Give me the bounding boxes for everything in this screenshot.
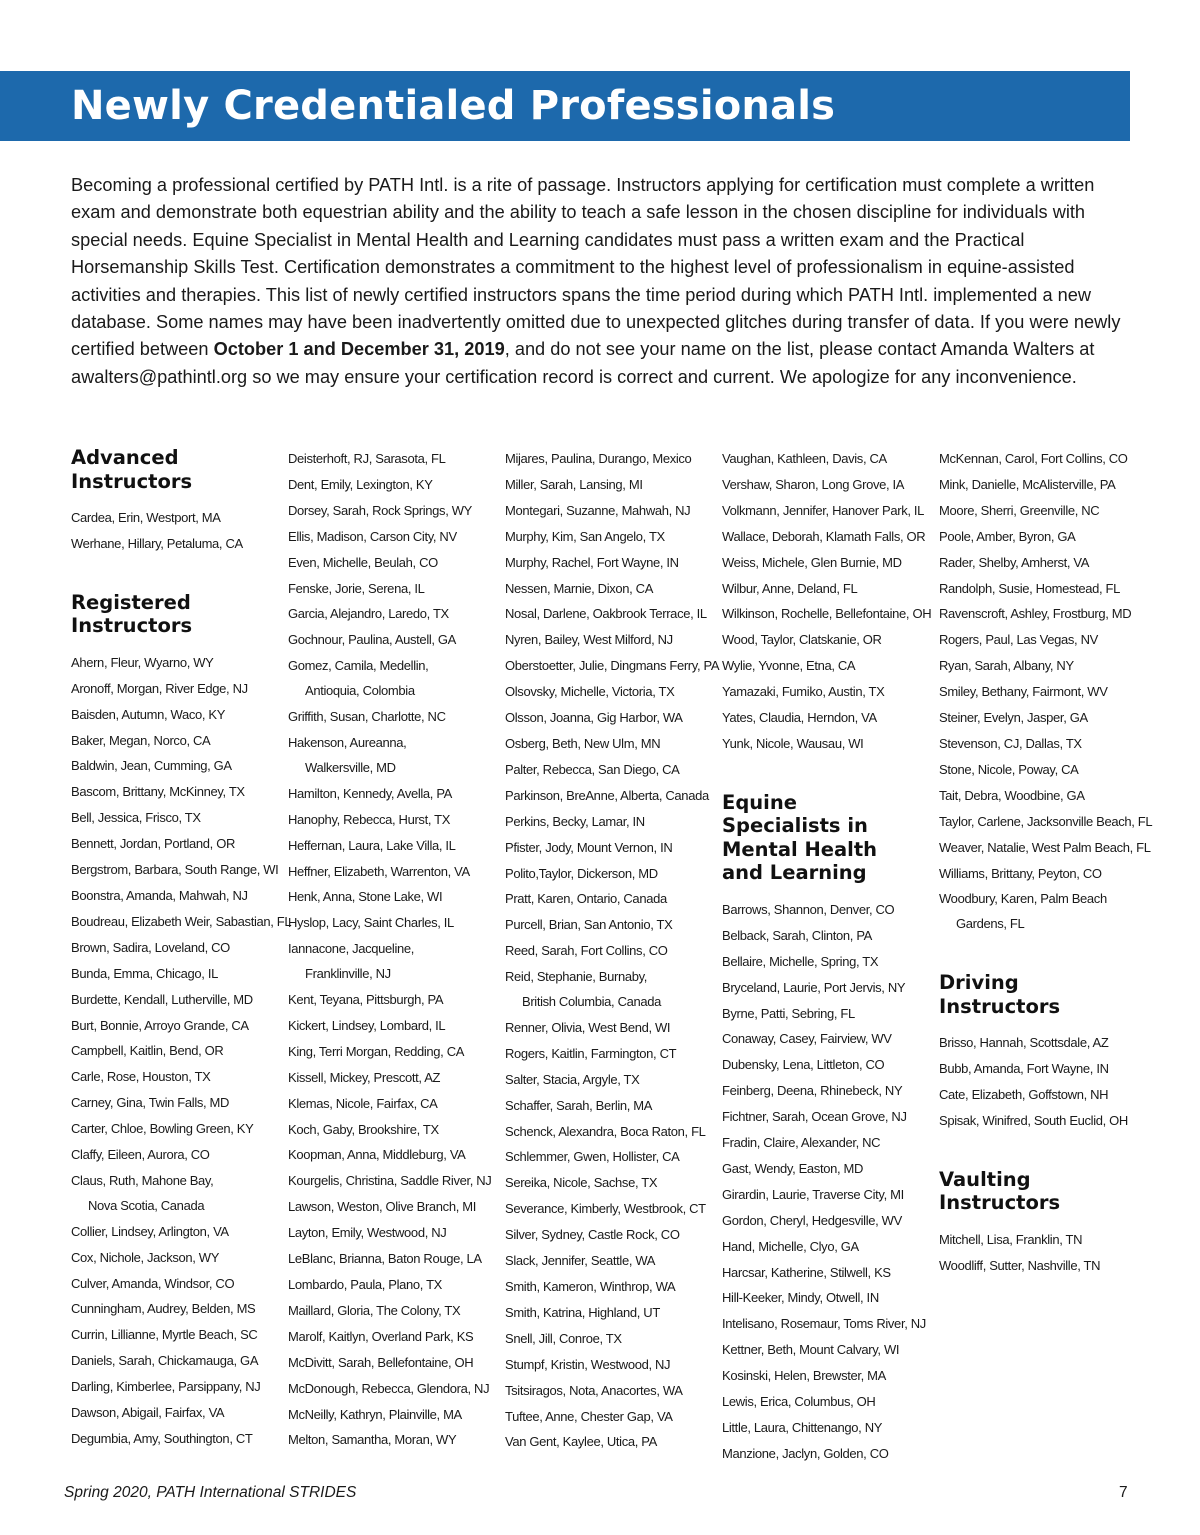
list-item: Nyren, Bailey, West Milford, NJ <box>505 632 673 648</box>
list-item: Brown, Sadira, Loveland, CO <box>71 939 230 955</box>
registered-instructors-list-2 <box>288 446 503 1453</box>
section-heading-advanced: Advanced Instructors <box>71 446 193 493</box>
entry-line-1: Woodbury, Karen, Palm Beach <box>939 891 1107 907</box>
column-5 <box>939 446 1153 1279</box>
list-item: Baker, Megan, Norco, CA <box>71 732 211 748</box>
list-item: Brisso, Hannah, Scottsdale, AZ <box>939 1035 1109 1051</box>
list-item: Rader, Shelby, Amherst, VA <box>939 554 1090 570</box>
list-item: Maillard, Gloria, The Colony, TX <box>288 1302 461 1318</box>
list-item: Hyslop, Lacy, Saint Charles, IL <box>288 915 454 931</box>
list-item: Werhane, Hillary, Petaluma, CA <box>71 535 243 551</box>
list-item: Deisterhoft, RJ, Sarasota, FL <box>288 451 446 466</box>
list-item: Burdette, Kendall, Lutherville, MD <box>71 991 253 1007</box>
list-item: Boonstra, Amanda, Mahwah, NJ <box>71 887 248 903</box>
list-item: Miller, Sarah, Lansing, MI <box>505 476 643 492</box>
list-item: McDonough, Rebecca, Glendora, NJ <box>288 1380 490 1396</box>
list-item: Hamilton, Kennedy, Avella, PA <box>288 785 453 801</box>
list-item: Bennett, Jordan, Portland, OR <box>71 836 236 852</box>
list-item: Gochnour, Paulina, Austell, GA <box>288 632 456 648</box>
list-item: Mijares, Paulina, Durango, Mexico <box>505 451 692 466</box>
list-item: Tuftee, Anne, Chester Gap, VA <box>505 1408 673 1424</box>
footer-publication: Spring 2020, PATH International STRIDES <box>64 1484 357 1501</box>
list-item: Bryceland, Laurie, Port Jervis, NY <box>722 979 906 995</box>
list-item: Koopman, Anna, Middleburg, VA <box>288 1147 466 1163</box>
list-item: Lawson, Weston, Olive Branch, MI <box>288 1199 476 1215</box>
list-item: Darling, Kimberlee, Parsippany, NJ <box>71 1379 261 1395</box>
entry-line-2: Antioquia, Colombia <box>305 683 415 699</box>
list-item: Melton, Samantha, Moran, WY <box>288 1432 457 1448</box>
list-item: Wilkinson, Rochelle, Bellefontaine, OH <box>722 606 932 622</box>
list-item: Gast, Wendy, Easton, MD <box>722 1160 864 1176</box>
registered-instructors-list-3 <box>505 446 720 1455</box>
intro-date-range: October 1 and December 31, 2019 <box>213 339 505 360</box>
list-item: Cardea, Erin, Westport, MA <box>71 510 221 525</box>
list-item: McDivitt, Sarah, Bellefontaine, OH <box>288 1354 474 1370</box>
list-item: Yates, Claudia, Herndon, VA <box>722 710 877 726</box>
list-item: Barrows, Shannon, Denver, CO <box>722 901 895 917</box>
list-item: Claffy, Eileen, Aurora, CO <box>71 1147 210 1163</box>
list-item: Kissell, Mickey, Prescott, AZ <box>288 1069 441 1085</box>
list-item: McKennan, Carol, Fort Collins, CO <box>939 451 1128 466</box>
list-item <box>71 1168 286 1219</box>
list-item: Oberstoetter, Julie, Dingmans Ferry, PA <box>505 658 720 674</box>
list-item: Purcell, Brian, San Antonio, TX <box>505 917 673 933</box>
list-item: Taylor, Carlene, Jacksonville Beach, FL <box>939 813 1153 829</box>
list-item: Murphy, Kim, San Angelo, TX <box>505 528 665 544</box>
list-item: Randolph, Susie, Homestead, FL <box>939 580 1120 596</box>
list-item: Stumpf, Kristin, Westwood, NJ <box>505 1356 671 1372</box>
list-item: Mink, Danielle, McAlisterville, PA <box>939 476 1116 492</box>
list-item: Pratt, Karen, Ontario, Canada <box>505 891 667 907</box>
list-item: Hanophy, Rebecca, Hurst, TX <box>288 811 451 827</box>
list-item: Volkmann, Jennifer, Hanover Park, IL <box>722 502 925 518</box>
list-item: Spisak, Winifred, South Euclid, OH <box>939 1112 1128 1128</box>
list-item: Dubensky, Lena, Littleton, CO <box>722 1057 885 1073</box>
list-item: Bellaire, Michelle, Spring, TX <box>722 953 879 969</box>
list-item: Schlemmer, Gwen, Hollister, CA <box>505 1149 680 1165</box>
list-item: Koch, Gaby, Brookshire, TX <box>288 1121 439 1137</box>
list-item: Layton, Emily, Westwood, NJ <box>288 1225 447 1241</box>
list-item: Feinberg, Deena, Rhinebeck, NY <box>722 1083 903 1099</box>
list-item: Bergstrom, Barbara, South Range, WI <box>71 862 279 878</box>
section-heading-registered: Registered Instructors <box>71 590 193 638</box>
list-item: Cox, Nichole, Jackson, WY <box>71 1249 220 1265</box>
list-item: Intelisano, Rosemaur, Toms River, NJ <box>722 1316 926 1332</box>
list-item: Currin, Lillianne, Myrtle Beach, SC <box>71 1327 258 1343</box>
section-heading-equine: Equine Specialists in Mental Health and Learning <box>722 790 878 885</box>
entry-line-1: Iannacone, Jacqueline, <box>288 941 415 957</box>
list-item: Stone, Nicole, Poway, CA <box>939 761 1079 777</box>
list-item: Collier, Lindsey, Arlington, VA <box>71 1223 229 1239</box>
list-item: Perkins, Becky, Lamar, IN <box>505 813 645 829</box>
entry-line-2: Gardens, FL <box>956 916 1025 932</box>
list-item: Smith, Katrina, Highland, UT <box>505 1304 660 1320</box>
list-item: Heffner, Elizabeth, Warrenton, VA <box>288 863 470 879</box>
list-item: Cate, Elizabeth, Goffstown, NH <box>939 1087 1109 1103</box>
list-item: Palter, Rebecca, San Diego, CA <box>505 761 680 777</box>
list-item: Hill-Keeker, Mindy, Otwell, IN <box>722 1290 879 1306</box>
list-item: Dorsey, Sarah, Rock Springs, WY <box>288 502 472 518</box>
list-item: Daniels, Sarah, Chickamauga, GA <box>71 1353 259 1369</box>
entry-line-1: Reid, Stephanie, Burnaby, <box>505 969 648 985</box>
list-item: Silver, Sydney, Castle Rock, CO <box>505 1227 680 1243</box>
section-heading-vaulting: Vaulting Instructors <box>939 1167 1061 1215</box>
list-item: Rogers, Paul, Las Vegas, NV <box>939 632 1098 648</box>
list-item: Sereika, Nicole, Sachse, TX <box>505 1175 658 1191</box>
column-2 <box>288 446 503 1453</box>
list-item: Kickert, Lindsey, Lombard, IL <box>288 1017 446 1033</box>
list-item <box>939 886 1139 937</box>
list-item: Nessen, Marnie, Dixon, CA <box>505 580 654 596</box>
list-item: Fenske, Jorie, Serena, IL <box>288 580 425 596</box>
page-title: Newly Credentialed Professionals <box>71 83 836 129</box>
list-item: Olsovsky, Michelle, Victoria, TX <box>505 684 675 700</box>
list-item: Vershaw, Sharon, Long Grove, IA <box>722 476 905 492</box>
list-item: Nosal, Darlene, Oakbrook Terrace, IL <box>505 606 707 622</box>
list-item: Tait, Debra, Woodbine, GA <box>939 787 1085 803</box>
list-item <box>288 936 503 987</box>
list-item: Byrne, Patti, Sebring, FL <box>722 1005 855 1021</box>
list-item: Little, Laura, Chittenango, NY <box>722 1420 883 1435</box>
list-item: Manzione, Jaclyn, Golden, CO <box>722 1445 889 1461</box>
list-item: Baldwin, Jean, Cumming, GA <box>71 758 232 774</box>
intro-paragraph <box>71 172 1131 391</box>
list-item: Salter, Stacia, Argyle, TX <box>505 1071 640 1087</box>
list-item: Harcsar, Katherine, Stilwell, KS <box>722 1264 891 1280</box>
list-item: Bubb, Amanda, Fort Wayne, IN <box>939 1061 1109 1077</box>
list-item: Aronoff, Morgan, River Edge, NJ <box>71 680 248 696</box>
list-item: Rogers, Kaitlin, Farmington, CT <box>505 1045 677 1061</box>
list-item: Kourgelis, Christina, Saddle River, NJ <box>288 1173 492 1189</box>
column-3 <box>505 446 720 1455</box>
list-item: Snell, Jill, Conroe, TX <box>505 1330 622 1346</box>
list-item: Wylie, Yvonne, Etna, CA <box>722 658 856 674</box>
list-item: Carle, Rose, Houston, TX <box>71 1069 211 1085</box>
list-item: Slack, Jennifer, Seattle, WA <box>505 1253 656 1269</box>
list-item: Baisden, Autumn, Waco, KY <box>71 706 226 722</box>
entry-line-2: British Columbia, Canada <box>522 994 662 1010</box>
entry-line-1: Hakenson, Aureanna, <box>288 734 407 750</box>
list-item: Polito,Taylor, Dickerson, MD <box>505 865 658 881</box>
list-item: Wood, Taylor, Clatskanie, OR <box>722 632 882 648</box>
list-item: Dent, Emily, Lexington, KY <box>288 476 433 492</box>
column-1 <box>71 446 292 1452</box>
equine-specialists-list-2 <box>939 446 1153 937</box>
list-item: Kettner, Beth, Mount Calvary, WI <box>722 1342 900 1358</box>
entry-line-1: Claus, Ruth, Mahone Bay, <box>71 1172 214 1188</box>
registered-instructors-list-4 <box>722 446 937 757</box>
list-item: Schenck, Alexandra, Boca Raton, FL <box>505 1123 706 1139</box>
list-item: Griffith, Susan, Charlotte, NC <box>288 709 446 725</box>
list-item: Yunk, Nicole, Wausau, WI <box>722 735 864 751</box>
list-item <box>505 964 720 1015</box>
list-item: Kent, Teyana, Pittsburgh, PA <box>288 992 444 1008</box>
list-item: Boudreau, Elizabeth Weir, Sabastian, FL <box>71 913 292 929</box>
list-item: Reed, Sarah, Fort Collins, CO <box>505 943 668 959</box>
list-item: Degumbia, Amy, Southington, CT <box>71 1431 253 1446</box>
list-item: Belback, Sarah, Clinton, PA <box>722 927 873 943</box>
list-item: Renner, Olivia, West Bend, WI <box>505 1019 671 1035</box>
list-item: Marolf, Kaitlyn, Overland Park, KS <box>288 1328 474 1344</box>
list-item: Henk, Anna, Stone Lake, WI <box>288 889 443 905</box>
column-4 <box>722 446 937 1467</box>
list-item: Fradin, Claire, Alexander, NC <box>722 1135 881 1151</box>
driving-instructors-list <box>939 1030 1139 1134</box>
list-item: Bunda, Emma, Chicago, IL <box>71 965 218 981</box>
list-item: Culver, Amanda, Windsor, CO <box>71 1275 235 1291</box>
list-item <box>288 730 503 781</box>
list-item: Smiley, Bethany, Fairmont, WV <box>939 684 1108 700</box>
list-item: Ravenscroft, Ashley, Frostburg, MD <box>939 606 1132 622</box>
list-item: Heffernan, Laura, Lake Villa, IL <box>288 837 456 853</box>
list-item: Campbell, Kaitlin, Bend, OR <box>71 1043 224 1059</box>
vaulting-instructors-list <box>939 1227 1139 1279</box>
list-item: Steiner, Evelyn, Jasper, GA <box>939 710 1088 726</box>
list-item: Girardin, Laurie, Traverse City, MI <box>722 1186 904 1202</box>
list-item: Tsitsiragos, Nota, Anacortes, WA <box>505 1382 683 1398</box>
advanced-instructors-list <box>71 505 286 557</box>
list-item: Bell, Jessica, Frisco, TX <box>71 810 201 826</box>
entry-line-2: Walkersville, MD <box>305 759 396 775</box>
list-item: Even, Michelle, Beulah, CO <box>288 554 438 570</box>
list-item: Wilbur, Anne, Deland, FL <box>722 580 858 596</box>
list-item: Olsson, Joanna, Gig Harbor, WA <box>505 710 683 726</box>
list-item: Vaughan, Kathleen, Davis, CA <box>722 451 887 466</box>
list-item: Carney, Gina, Twin Falls, MD <box>71 1095 230 1111</box>
list-item: Garcia, Alejandro, Laredo, TX <box>288 606 449 622</box>
list-item: Parkinson, BreAnne, Alberta, Canada <box>505 787 709 803</box>
list-item: McNeilly, Kathryn, Plainville, MA <box>288 1406 462 1422</box>
list-item: Klemas, Nicole, Fairfax, CA <box>288 1095 438 1111</box>
list-item: Bascom, Brittany, McKinney, TX <box>71 784 245 800</box>
list-item: Mitchell, Lisa, Franklin, TN <box>939 1231 1083 1247</box>
list-item: Dawson, Abigail, Fairfax, VA <box>71 1405 225 1421</box>
equine-specialists-list <box>722 897 937 1467</box>
list-item: Lewis, Erica, Columbus, OH <box>722 1394 876 1410</box>
title-banner <box>0 71 1130 141</box>
intro-text-2: , and do not see your name on the list, please contact Amanda Walters at awalters@pathintl.org so we may ensure your certification record is correct and current. We apologize for any inconvenience. <box>71 339 1095 387</box>
entry-line-2: Franklinville, NJ <box>305 966 391 982</box>
list-item: Cunningham, Audrey, Belden, MS <box>71 1301 256 1317</box>
list-item: Stevenson, CJ, Dallas, TX <box>939 735 1082 751</box>
list-item: Weaver, Natalie, West Palm Beach, FL <box>939 839 1151 855</box>
list-item: Van Gent, Kaylee, Utica, PA <box>505 1434 657 1450</box>
list-item: Woodliff, Sutter, Nashville, TN <box>939 1257 1101 1273</box>
list-item: Poole, Amber, Byron, GA <box>939 528 1076 544</box>
list-item: Montegari, Suzanne, Mahwah, NJ <box>505 502 691 518</box>
list-item: Ryan, Sarah, Albany, NY <box>939 658 1074 674</box>
list-item: Fichtner, Sarah, Ocean Grove, NJ <box>722 1109 907 1125</box>
section-heading-driving: Driving Instructors <box>939 971 1061 1018</box>
list-item: Osberg, Beth, New Ulm, MN <box>505 735 661 751</box>
list-item <box>288 653 503 704</box>
list-item: Carter, Chloe, Bowling Green, KY <box>71 1121 254 1137</box>
list-item: Severance, Kimberly, Westbrook, CT <box>505 1201 706 1217</box>
list-item: Schaffer, Sarah, Berlin, MA <box>505 1097 653 1113</box>
list-item: Wallace, Deborah, Klamath Falls, OR <box>722 528 926 544</box>
list-item: Ellis, Madison, Carson City, NV <box>288 528 457 544</box>
list-item: King, Terri Morgan, Redding, CA <box>288 1043 465 1059</box>
registered-instructors-list <box>71 650 292 1452</box>
list-item: Pfister, Jody, Mount Vernon, IN <box>505 839 673 855</box>
list-item: Hand, Michelle, Clyo, GA <box>722 1238 859 1254</box>
list-item: Smith, Kameron, Winthrop, WA <box>505 1279 676 1294</box>
list-item: Moore, Sherri, Greenville, NC <box>939 502 1100 518</box>
intro-text-1: Becoming a professional certified by PATH Intl. is a rite of passage. Instructors applying for certification must complete a written exam and demonstrate both equestrian ability and the ability to teach a safe lesson in the chosen discipline for individuals with special needs. Equine Specialist in Mental Health and Learning candidates must pass a written exam and the Practical Horsemanship Skills Test. Certification demonstrates a commitment to the highest level of professionalism in equine-assisted activities and therapies. This list of newly certified instructors spans the time period during which PATH Intl. implemented a new database. Some names may have been inadvertently omitted due to unexpected glitches during transfer of data. If you were newly certified between <box>71 175 1121 360</box>
page-number: 7 <box>1119 1484 1128 1501</box>
list-item: Burt, Bonnie, Arroyo Grande, CA <box>71 1017 249 1033</box>
list-item: Ahern, Fleur, Wyarno, WY <box>71 654 214 670</box>
list-item: Kosinski, Helen, Brewster, MA <box>722 1368 886 1384</box>
list-item: Williams, Brittany, Peyton, CO <box>939 865 1102 881</box>
list-item: Weiss, Michele, Glen Burnie, MD <box>722 554 902 570</box>
entry-line-1: Gomez, Camila, Medellin, <box>288 658 429 674</box>
list-item: Conaway, Casey, Fairview, WV <box>722 1031 892 1047</box>
list-item: Yamazaki, Fumiko, Austin, TX <box>722 684 885 700</box>
list-item: Lombardo, Paula, Plano, TX <box>288 1277 442 1292</box>
list-item: LeBlanc, Brianna, Baton Rouge, LA <box>288 1251 482 1267</box>
list-item: Murphy, Rachel, Fort Wayne, IN <box>505 554 679 570</box>
list-item: Gordon, Cheryl, Hedgesville, WV <box>722 1212 902 1228</box>
entry-line-2: Nova Scotia, Canada <box>88 1197 205 1213</box>
